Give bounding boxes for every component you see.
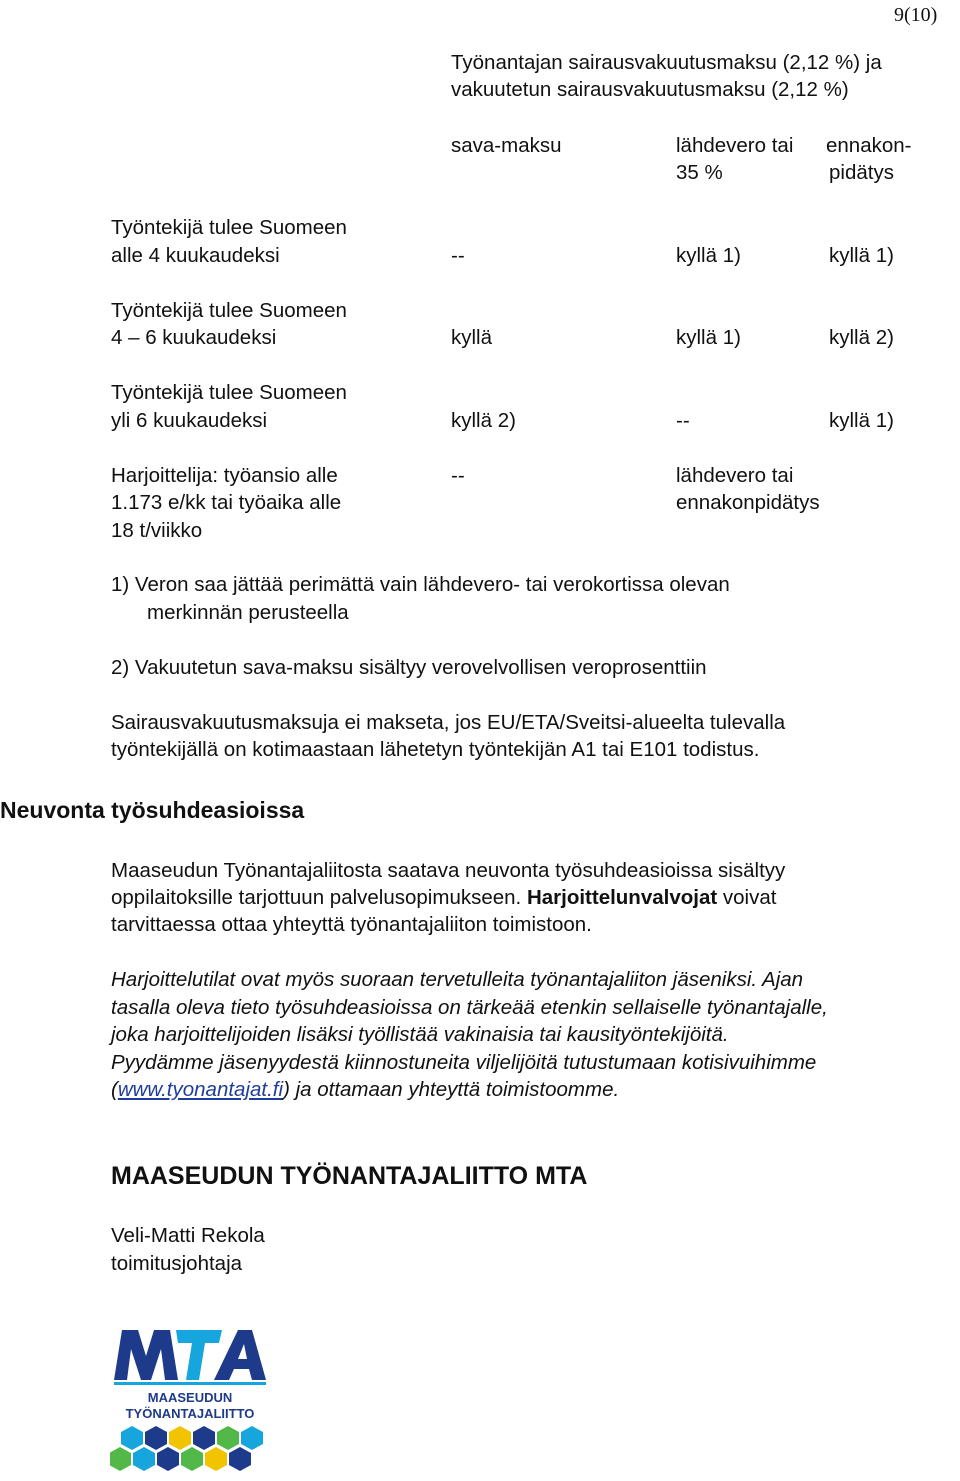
row3-ennakko: kyllä 1) bbox=[829, 409, 894, 432]
header-lahdevero-line1: lähdevero tai bbox=[676, 134, 794, 157]
logo-line1: MAASEUDUN bbox=[147, 1390, 233, 1405]
note1-line1: 1) Veron saa jättää perimättä vain lähdevero- tai verokortissa olevan bbox=[111, 573, 730, 596]
row4-lahdevero-line1: lähdevero tai bbox=[676, 464, 794, 487]
website-link[interactable]: www.tyonantajat.fi bbox=[117, 1078, 284, 1101]
page-number: 9(10) bbox=[894, 4, 938, 26]
row2-ennakko: kyllä 2) bbox=[829, 326, 894, 349]
para2-line2: tasalla oleva tieto työsuhdeasioissa on tärkeää etenkin sellaiselle työnantajalle, bbox=[111, 996, 828, 1019]
note1-line2: merkinnän perusteella bbox=[147, 601, 349, 624]
table-intro-line1: Työnantajan sairausvakuutusmaksu (2,12 %) ja bbox=[451, 51, 882, 74]
header-ennakon-line2: pidätys bbox=[829, 161, 894, 184]
logo-hexagons bbox=[110, 1426, 263, 1471]
row2-label-line2: 4 – 6 kuukaudeksi bbox=[111, 326, 277, 349]
note3-line2: työntekijällä on kotimaastaan lähetetyn työntekijän A1 tai E101 todistus. bbox=[111, 738, 760, 761]
signature-org: MAASEUDUN TYÖNANTAJALIITTO MTA bbox=[111, 1162, 588, 1190]
para2-line5 bbox=[111, 1076, 619, 1104]
para1-line2-end: voivat bbox=[717, 886, 777, 909]
row2-sava: kyllä bbox=[451, 326, 493, 349]
header-sava-maksu: sava-maksu bbox=[451, 134, 562, 157]
para1-line2-start: oppilaitoksille tarjottuun palvelusopimukseen. bbox=[111, 886, 527, 909]
note2: 2) Vakuutetun sava-maksu sisältyy verovelvollisen veroprosenttiin bbox=[111, 656, 707, 679]
header-lahdevero-line2: 35 % bbox=[676, 161, 723, 184]
row3-label-line1: Työntekijä tulee Suomeen bbox=[111, 381, 347, 404]
paren-open: ( bbox=[111, 1078, 118, 1101]
logo-line2: TYÖNANTAJALIITTO bbox=[125, 1406, 255, 1421]
para1-line2 bbox=[111, 884, 776, 912]
para2-line4: Pyydämme jäsenyydestä kiinnostuneita viljelijöitä tutustumaan kotisivuihimme bbox=[111, 1051, 817, 1074]
row1-sava: -- bbox=[451, 244, 465, 267]
table-intro-line2: vakuutetun sairausvakuutusmaksu (2,12 %) bbox=[451, 78, 849, 101]
row1-label-line1: Työntekijä tulee Suomeen bbox=[111, 216, 347, 239]
row3-lahdevero: -- bbox=[676, 409, 690, 432]
section-heading: Neuvonta työsuhdeasioissa bbox=[0, 797, 305, 823]
para2-line5-end: ) ja ottamaan yhteyttä toimistoomme. bbox=[283, 1078, 620, 1101]
signature-title: toimitusjohtaja bbox=[111, 1252, 243, 1275]
para1-line1: Maaseudun Työnantajaliitosta saatava neuvonta työsuhdeasioissa sisältyy bbox=[111, 859, 786, 882]
para1-bold-term: Harjoittelunvalvojat bbox=[526, 886, 718, 909]
row3-label-line2: yli 6 kuukaudeksi bbox=[111, 409, 268, 432]
mta-logo bbox=[110, 1322, 270, 1472]
row1-lahdevero: kyllä 1) bbox=[676, 244, 741, 267]
para2-line1: Harjoittelutilat ovat myös suoraan tervetulleita työnantajaliiton jäseniksi. Ajan bbox=[111, 968, 804, 991]
header-ennakon-line1: ennakon- bbox=[826, 134, 912, 157]
para1-line3: tarvittaessa ottaa yhteyttä työnantajaliiton toimistoon. bbox=[111, 913, 592, 936]
row4-label-line1: Harjoittelija: työansio alle bbox=[111, 464, 338, 487]
row3-sava: kyllä 2) bbox=[451, 409, 516, 432]
row4-lahdevero-line2: ennakonpidätys bbox=[676, 491, 820, 514]
row4-label-line2: 1.173 e/kk tai työaika alle bbox=[111, 491, 342, 514]
row4-label-line3: 18 t/viikko bbox=[111, 519, 203, 542]
para2-line3: joka harjoittelijoiden lisäksi työllistää vakinaisia tai kausityöntekijöitä. bbox=[111, 1023, 729, 1046]
row4-sava: -- bbox=[451, 464, 465, 487]
row2-lahdevero: kyllä 1) bbox=[676, 326, 741, 349]
note3-line1: Sairausvakuutusmaksuja ei makseta, jos EU/ETA/Sveitsi-alueelta tulevalla bbox=[111, 711, 786, 734]
mta-logo-mark bbox=[110, 1322, 270, 1472]
row1-label-line2: alle 4 kuukaudeksi bbox=[111, 244, 280, 267]
row1-ennakko: kyllä 1) bbox=[829, 244, 894, 267]
signature-name: Veli-Matti Rekola bbox=[111, 1224, 265, 1247]
row2-label-line1: Työntekijä tulee Suomeen bbox=[111, 299, 347, 322]
